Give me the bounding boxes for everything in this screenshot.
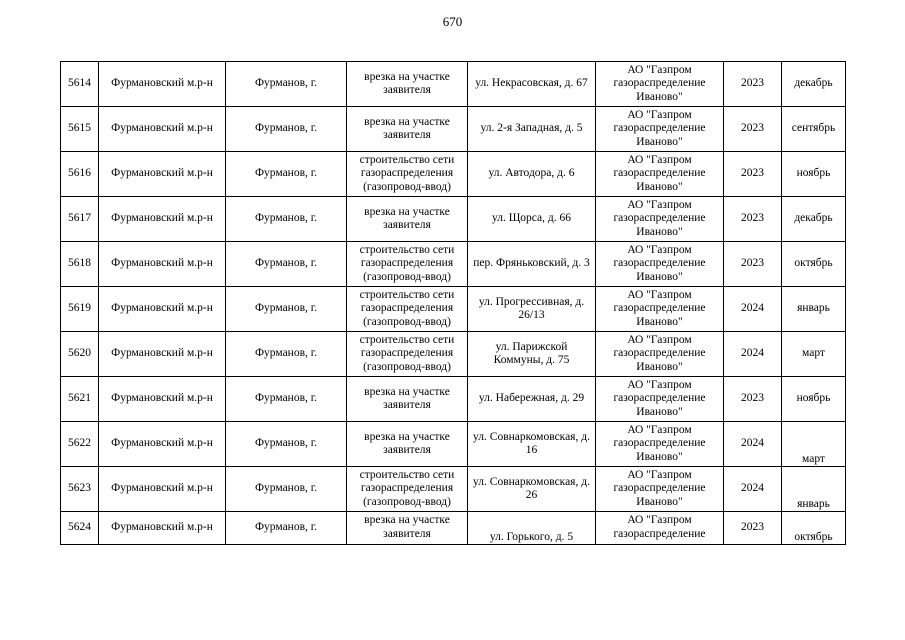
work-type-cell: врезка на участке заявителя — [347, 512, 468, 545]
row-number: 5619 — [61, 287, 99, 332]
company-cell: АО "Газпром газораспределение Иваново" — [596, 197, 724, 242]
company-cell: АО "Газпром газораспределение Иваново" — [596, 242, 724, 287]
district-cell: Фурмановский м.р-н — [99, 422, 226, 467]
row-number: 5614 — [61, 62, 99, 107]
row-number: 5616 — [61, 152, 99, 197]
company-cell: АО "Газпром газораспределение Иваново" — [596, 332, 724, 377]
company-cell: АО "Газпром газораспределение Иваново" — [596, 377, 724, 422]
address-cell: ул. Некрасовская, д. 67 — [468, 62, 596, 107]
work-type-cell: строительство сети газораспределения (газопровод-ввод) — [347, 242, 468, 287]
month-cell: декабрь — [782, 197, 846, 242]
company-cell: АО "Газпром газораспределение Иваново" — [596, 152, 724, 197]
address-cell: ул. Щорса, д. 66 — [468, 197, 596, 242]
month-cell: март — [782, 422, 846, 467]
row-number: 5620 — [61, 332, 99, 377]
work-type-cell: строительство сети газораспределения (газопровод-ввод) — [347, 467, 468, 512]
work-type-cell: строительство сети газораспределения (газопровод-ввод) — [347, 287, 468, 332]
row-number: 5622 — [61, 422, 99, 467]
city-cell: Фурманов, г. — [226, 287, 347, 332]
year-cell: 2023 — [724, 152, 782, 197]
city-cell: Фурманов, г. — [226, 467, 347, 512]
month-cell: сентябрь — [782, 107, 846, 152]
company-cell: АО "Газпром газораспределение Иваново" — [596, 62, 724, 107]
table-row — [61, 512, 846, 545]
table-row — [61, 62, 846, 107]
row-number: 5623 — [61, 467, 99, 512]
month-cell: ноябрь — [782, 377, 846, 422]
table-row — [61, 242, 846, 287]
company-cell: АО "Газпром газораспределение Иваново" — [596, 467, 724, 512]
address-cell: ул. Прогрессивная, д. 26/13 — [468, 287, 596, 332]
year-cell: 2023 — [724, 242, 782, 287]
district-cell: Фурмановский м.р-н — [99, 377, 226, 422]
address-cell: ул. Автодора, д. 6 — [468, 152, 596, 197]
month-cell: январь — [782, 287, 846, 332]
city-cell: Фурманов, г. — [226, 377, 347, 422]
table-row — [61, 107, 846, 152]
city-cell: Фурманов, г. — [226, 62, 347, 107]
district-cell: Фурмановский м.р-н — [99, 287, 226, 332]
table-row — [61, 332, 846, 377]
city-cell: Фурманов, г. — [226, 512, 347, 545]
city-cell: Фурманов, г. — [226, 242, 347, 287]
district-cell: Фурмановский м.р-н — [99, 467, 226, 512]
row-number: 5617 — [61, 197, 99, 242]
year-cell: 2023 — [724, 107, 782, 152]
address-cell: ул. Совнаркомовская, д. 16 — [468, 422, 596, 467]
company-cell: АО "Газпром газораспределение Иваново" — [596, 287, 724, 332]
year-cell: 2023 — [724, 512, 782, 545]
year-cell: 2024 — [724, 467, 782, 512]
row-number: 5618 — [61, 242, 99, 287]
work-type-cell: врезка на участке заявителя — [347, 107, 468, 152]
address-cell: пер. Фряньковский, д. 3 — [468, 242, 596, 287]
table-row — [61, 197, 846, 242]
year-cell: 2024 — [724, 422, 782, 467]
district-cell: Фурмановский м.р-н — [99, 152, 226, 197]
row-number: 5615 — [61, 107, 99, 152]
month-cell: март — [782, 332, 846, 377]
district-cell: Фурмановский м.р-н — [99, 107, 226, 152]
table-row — [61, 287, 846, 332]
table-row — [61, 152, 846, 197]
gas-connection-schedule-table — [60, 61, 846, 545]
district-cell: Фурмановский м.р-н — [99, 512, 226, 545]
table-row — [61, 422, 846, 467]
company-cell: АО "Газпром газораспределение Иваново" — [596, 422, 724, 467]
city-cell: Фурманов, г. — [226, 197, 347, 242]
address-cell: ул. Парижской Коммуны, д. 75 — [468, 332, 596, 377]
district-cell: Фурмановский м.р-н — [99, 242, 226, 287]
work-type-cell: врезка на участке заявителя — [347, 197, 468, 242]
month-cell: ноябрь — [782, 152, 846, 197]
month-cell: декабрь — [782, 62, 846, 107]
city-cell: Фурманов, г. — [226, 152, 347, 197]
page-number: 670 — [442, 14, 463, 29]
year-cell: 2024 — [724, 287, 782, 332]
address-cell: ул. 2-я Западная, д. 5 — [468, 107, 596, 152]
year-cell: 2023 — [724, 377, 782, 422]
table-row — [61, 467, 846, 512]
city-cell: Фурманов, г. — [226, 422, 347, 467]
year-cell: 2024 — [724, 332, 782, 377]
month-cell: октябрь — [782, 512, 846, 545]
work-type-cell: врезка на участке заявителя — [347, 422, 468, 467]
year-cell: 2023 — [724, 62, 782, 107]
address-cell: ул. Горького, д. 5 — [468, 512, 596, 545]
address-cell: ул. Совнаркомовская, д. 26 — [468, 467, 596, 512]
city-cell: Фурманов, г. — [226, 107, 347, 152]
row-number: 5624 — [61, 512, 99, 545]
year-cell: 2023 — [724, 197, 782, 242]
table-row — [61, 377, 846, 422]
district-cell: Фурмановский м.р-н — [99, 197, 226, 242]
district-cell: Фурмановский м.р-н — [99, 62, 226, 107]
month-cell: октябрь — [782, 242, 846, 287]
work-type-cell: врезка на участке заявителя — [347, 377, 468, 422]
work-type-cell: врезка на участке заявителя — [347, 62, 468, 107]
address-cell: ул. Набережная, д. 29 — [468, 377, 596, 422]
work-type-cell: строительство сети газораспределения (газопровод-ввод) — [347, 332, 468, 377]
company-cell: АО "Газпром газораспределение Иваново" — [596, 107, 724, 152]
work-type-cell: строительство сети газораспределения (газопровод-ввод) — [347, 152, 468, 197]
city-cell: Фурманов, г. — [226, 332, 347, 377]
company-cell: АО "Газпром газораспределение — [596, 512, 724, 545]
month-cell: январь — [782, 467, 846, 512]
row-number: 5621 — [61, 377, 99, 422]
district-cell: Фурмановский м.р-н — [99, 332, 226, 377]
